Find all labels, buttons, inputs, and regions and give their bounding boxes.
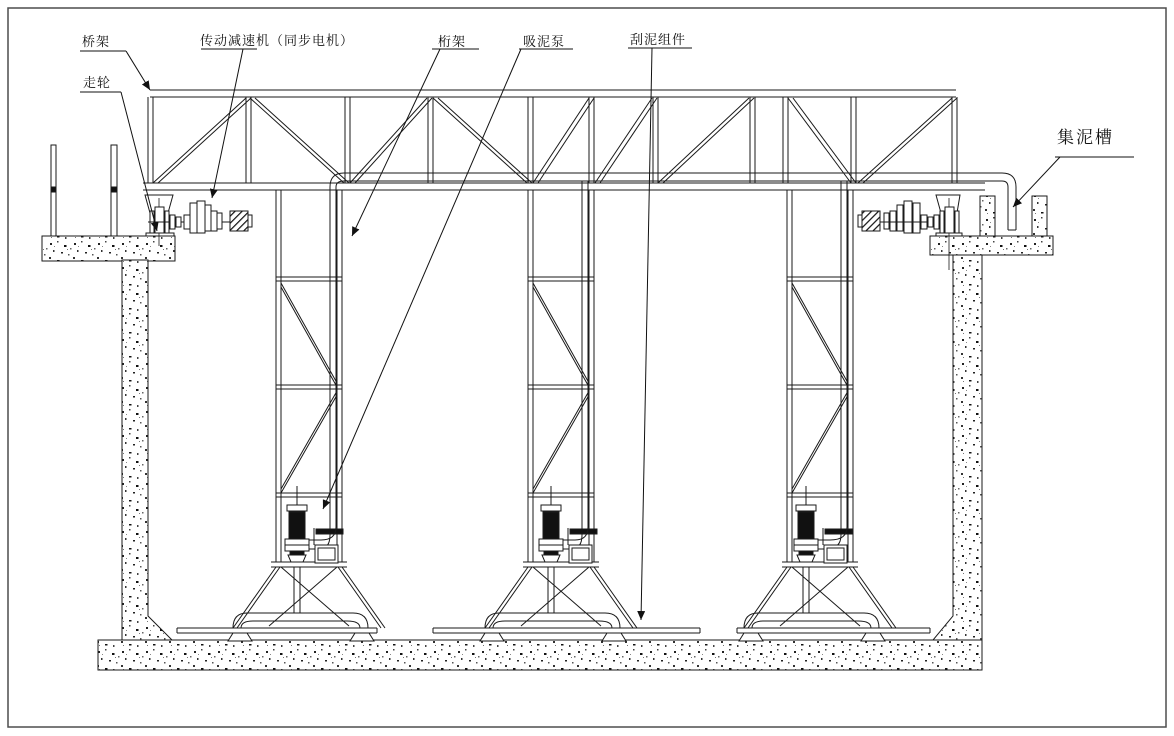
- label-scraper-assembly: 刮泥组件: [630, 32, 687, 47]
- bridge-truss: [143, 90, 985, 190]
- support-column-2: [485, 181, 637, 628]
- label-drive-reducer: 传动减速机（同步电机）: [200, 33, 355, 48]
- drawing-border: [8, 8, 1166, 727]
- motor-left: [230, 211, 248, 231]
- suction-pumps: [285, 486, 852, 563]
- suction-headers: [233, 613, 879, 628]
- suction-pump-1: [285, 486, 343, 563]
- suction-pump-3: [794, 486, 852, 563]
- drive-unit-right: [858, 195, 960, 270]
- handrail-posts: [51, 145, 117, 236]
- label-bridge-frame: 桥架: [82, 34, 111, 49]
- label-travel-wheel: 走轮: [83, 75, 112, 90]
- label-suction-pump: 吸泥泵: [523, 34, 566, 49]
- label-truss: 桁架: [438, 34, 467, 49]
- scraper-blades: [177, 628, 930, 641]
- label-sludge-trough: 集泥槽: [1057, 128, 1114, 147]
- motor-right: [862, 211, 880, 231]
- support-column-3: [744, 181, 896, 628]
- support-column-1: [233, 187, 385, 628]
